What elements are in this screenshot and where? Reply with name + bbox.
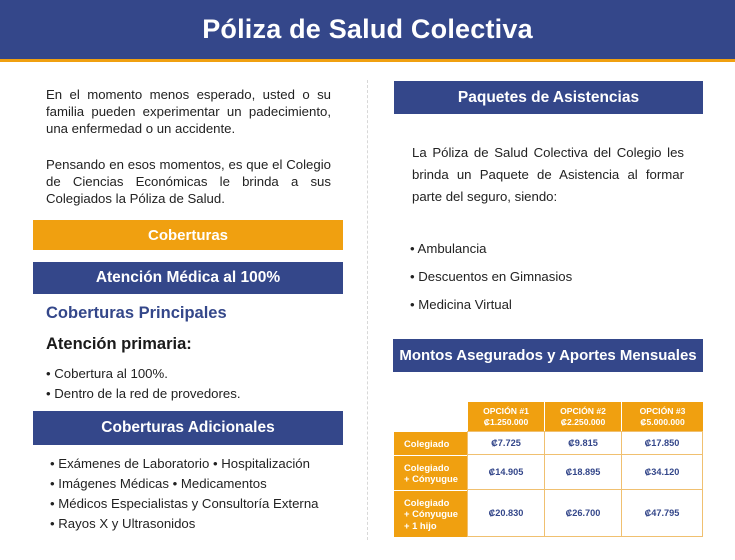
row-header	[394, 431, 467, 455]
list-item: • Dentro de la red de provedores.	[46, 386, 241, 401]
aportes-table	[394, 402, 703, 537]
table-row	[394, 490, 703, 537]
list-item: • Cobertura al 100%.	[46, 366, 168, 381]
option-3-header	[621, 402, 703, 431]
montos-asegurados-header	[393, 339, 703, 372]
option-2-header	[544, 402, 621, 431]
option-amount: ₡5.000.000	[640, 416, 685, 427]
list-item: • Medicina Virtual	[410, 297, 512, 312]
paquetes-asistencias-header	[394, 81, 703, 114]
row-header	[394, 455, 467, 490]
option-amount: ₡1.250.000	[483, 416, 529, 427]
coberturas-title: Coberturas	[147, 226, 229, 244]
coberturas-section-header	[33, 220, 343, 250]
option-label: OPCIÓN #3	[639, 405, 686, 416]
table-cell: ₡7.725	[467, 431, 544, 455]
paquetes-list	[410, 235, 572, 319]
option-amount: ₡2.250.000	[560, 416, 606, 427]
intro-paragraph-1: En el momento menos esperado, usted o su familia pueden experimentar un padecimiento, una enfermedad o un accidente.	[46, 87, 331, 136]
table-cell: ₡9.815	[544, 431, 621, 455]
table-cell: ₡47.795	[621, 490, 703, 537]
table-cell: ₡34.120	[621, 455, 703, 490]
coberturas-adicionales-title: Coberturas Adicionales	[101, 419, 275, 436]
atencion-primaria-title: Atención primaria:	[46, 335, 192, 353]
table-corner	[394, 402, 467, 431]
coberturas-adicionales-header	[33, 411, 343, 445]
table-row	[394, 431, 703, 455]
row-label-line: Colegiado	[404, 437, 450, 449]
row-label-line: + Cónyugue	[404, 508, 458, 520]
option-1-header	[467, 402, 544, 431]
intro-paragraph-2: Pensando en esos momentos, es que el Colegio de Ciencias Económicas le brinda a sus Colegiados la Póliza de Salud.	[46, 157, 331, 206]
coberturas-principales-title: Coberturas Principales	[46, 304, 227, 322]
list-item: • Médicos Especialistas y Consultoría Externa	[50, 496, 319, 511]
list-item: • Exámenes de Laboratorio • Hospitalización	[50, 456, 310, 471]
table-cell: ₡17.850	[621, 431, 703, 455]
atencion-medica-title: Atención Médica al 100%	[95, 269, 281, 286]
page-header	[0, 0, 735, 62]
option-label: OPCIÓN #1	[483, 405, 529, 416]
list-item: • Rayos X y Ultrasonidos	[50, 516, 196, 531]
table-row	[394, 455, 703, 490]
list-item: • Descuentos en Gimnasios	[410, 269, 573, 284]
table-cell: ₡26.700	[544, 490, 621, 537]
list-item: • Imágenes Médicas • Medicamentos	[50, 476, 267, 491]
montos-asegurados-title: Montos Asegurados y Aportes Mensuales	[399, 347, 697, 364]
row-label-line: + Cónyugue	[404, 473, 458, 484]
coberturas-adicionales-list	[50, 454, 318, 534]
row-header	[394, 490, 467, 537]
row-label-line: Colegiado	[404, 496, 450, 508]
option-label: OPCIÓN #2	[560, 405, 606, 416]
row-label-line: Colegiado	[404, 461, 450, 473]
table-cell: ₡18.895	[544, 455, 621, 490]
page-title: Póliza de Salud Colectiva	[202, 14, 533, 44]
atencion-primaria-list	[46, 364, 240, 404]
list-item: • Ambulancia	[410, 241, 487, 256]
column-divider	[367, 80, 368, 540]
atencion-medica-header	[33, 262, 343, 294]
paquetes-asistencias-title: Paquetes de Asistencias	[457, 88, 640, 106]
table-cell: ₡20.830	[467, 490, 544, 537]
paquetes-description: La Póliza de Salud Colectiva del Colegio les brinda un Paquete de Asistencia al formar parte del seguro, siendo:	[412, 145, 684, 204]
table-header-row	[394, 402, 703, 431]
row-label-line: + 1 hijo	[404, 519, 437, 531]
table-cell: ₡14.905	[467, 455, 544, 490]
